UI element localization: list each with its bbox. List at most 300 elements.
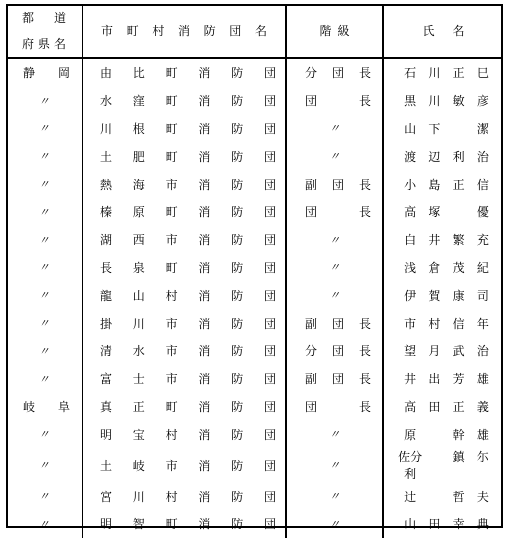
person-name-cell: [383, 309, 503, 337]
person-name-char: 黒: [404, 94, 417, 109]
person-name-cell: [383, 87, 503, 115]
table-row: [6, 142, 503, 170]
person-name-char: 治: [476, 344, 489, 359]
fire-corps-char: 防: [231, 489, 244, 504]
person-name-char: 島: [428, 177, 441, 192]
fire-corps-char: 団: [263, 121, 276, 136]
person-name-char: 康: [452, 288, 465, 303]
fire-corps-char: 消: [198, 288, 211, 303]
person-name-char: 夫: [476, 489, 489, 504]
ditto-mark: 〃: [38, 372, 50, 386]
person-name-cell: [383, 393, 503, 421]
fire-corps-char: 清: [100, 344, 113, 359]
person-name-cell: [383, 281, 503, 309]
header-char: 氏: [422, 24, 435, 38]
fire-corps-char: 龍: [100, 288, 113, 303]
rank-char: 分: [305, 344, 318, 359]
header-char: 名: [53, 37, 66, 51]
rank-cell: [286, 448, 383, 482]
fire-corps-name-cell: [83, 337, 287, 365]
person-name-char: 田: [428, 399, 441, 414]
ditto-mark: 〃: [38, 459, 50, 473]
fire-corps-name-cell: [83, 87, 287, 115]
person-name-char: 潔: [476, 121, 489, 136]
fire-corps-name-cell: [83, 365, 287, 393]
rank-cell: [286, 393, 383, 421]
fire-corps-char: 消: [198, 427, 211, 442]
fire-corps-char: 智: [132, 517, 145, 532]
fire-corps-char: 海: [132, 177, 145, 192]
rank-cell: [286, 226, 383, 254]
person-name-char: 辺: [428, 149, 441, 164]
fire-corps-char: 消: [198, 316, 211, 331]
person-name-char: 出: [428, 372, 441, 387]
fire-corps-name-cell: [83, 115, 287, 143]
ditto-mark: 〃: [38, 317, 50, 331]
person-name-char: 典: [476, 517, 489, 532]
table-row: [6, 115, 503, 143]
prefecture-cell: [6, 337, 83, 365]
person-name-char: 信: [476, 177, 489, 192]
fire-corps-char: 窪: [132, 94, 145, 109]
fire-corps-name-cell: [83, 281, 287, 309]
rank-cell: [286, 337, 383, 365]
ditto-mark: 〃: [329, 428, 340, 442]
person-name-char: 繁: [452, 233, 465, 248]
ditto-mark: 〃: [329, 490, 340, 504]
person-name-cell: [383, 58, 503, 87]
person-name-char: 伊: [404, 288, 417, 303]
fire-corps-char: 団: [263, 94, 276, 109]
person-name-char: 正: [452, 399, 465, 414]
rank-cell: [286, 58, 383, 87]
ditto-mark: 〃: [38, 517, 50, 531]
prefecture-cell: [6, 115, 83, 143]
header-person-name: [383, 4, 503, 58]
fire-corps-char: 山: [132, 288, 145, 303]
prefecture-cell: [6, 309, 83, 337]
person-name-char: 小: [404, 177, 417, 192]
fire-corps-char: 榛: [100, 205, 113, 220]
rank-cell: [286, 482, 383, 510]
rank-char: 長: [358, 177, 371, 192]
fire-corps-char: 団: [263, 399, 276, 414]
person-name-char: 正: [452, 177, 465, 192]
table-row: [6, 281, 503, 309]
fire-corps-char: 消: [198, 94, 211, 109]
person-name-char: 原: [404, 427, 417, 442]
ditto-mark: 〃: [38, 344, 50, 358]
person-name-char: 雄: [476, 427, 489, 442]
person-name-char: 巳: [476, 66, 489, 81]
person-name-char: 充: [476, 233, 489, 248]
table-row: [6, 448, 503, 482]
fire-corps-char: 市: [165, 233, 178, 248]
rank-char: 長: [358, 344, 371, 359]
fire-corps-char: 土: [100, 149, 113, 164]
fire-corps-char: 団: [263, 233, 276, 248]
header-char: 県: [37, 37, 50, 51]
person-name-char: 正: [452, 66, 465, 81]
rank-char: 団: [331, 344, 344, 359]
header-char: 府: [22, 37, 35, 51]
table-row: [6, 58, 503, 87]
ditto-mark: 〃: [38, 261, 50, 275]
person-name-char: 武: [452, 344, 465, 359]
ditto-mark: 〃: [329, 289, 340, 303]
fire-corps-char: 防: [231, 517, 244, 532]
person-name-char: 田: [428, 517, 441, 532]
fire-corps-char: 団: [263, 66, 276, 81]
ditto-mark: 〃: [329, 122, 340, 136]
fire-corps-char: 土: [100, 458, 113, 473]
rank-char: 団: [305, 205, 318, 220]
fire-corps-char: 防: [231, 344, 244, 359]
fire-corps-name-cell: [83, 254, 287, 282]
fire-corps-char: 団: [263, 260, 276, 275]
person-name-char: 川: [428, 94, 441, 109]
header-char: 名: [452, 24, 465, 38]
person-name-cell: [383, 510, 503, 538]
table-row: [6, 198, 503, 226]
fire-corps-char: 川: [132, 316, 145, 331]
prefecture-cell: [6, 420, 83, 448]
rank-cell: [286, 420, 383, 448]
rank-char: 団: [305, 399, 318, 414]
person-name-char: 鎮: [452, 450, 465, 465]
fire-corps-char: 団: [263, 316, 276, 331]
rank-cell: [286, 254, 383, 282]
prefecture-cell: [6, 254, 83, 282]
fire-corps-char: 防: [231, 372, 244, 387]
fire-corps-char: 団: [263, 427, 276, 442]
fire-corps-name-cell: [83, 420, 287, 448]
fire-corps-char: 町: [165, 205, 178, 220]
header-fire-corps-name: [83, 4, 287, 58]
fire-corps-char: 村: [165, 427, 178, 442]
person-name-char: 井: [404, 372, 417, 387]
fire-corps-char: 正: [132, 399, 145, 414]
fire-corps-char: 村: [165, 288, 178, 303]
ditto-mark: 〃: [329, 150, 340, 164]
fire-corps-char: 由: [100, 66, 113, 81]
fire-corps-char: 団: [263, 517, 276, 532]
fire-corps-char: 防: [231, 427, 244, 442]
person-name-char: 浅: [404, 260, 417, 275]
fire-corps-char: 市: [165, 458, 178, 473]
header-char: 道: [53, 11, 66, 25]
person-name-char: 市: [404, 316, 417, 331]
fire-corps-char: 防: [231, 399, 244, 414]
rank-char: 長: [358, 205, 371, 220]
person-name-char: 利: [452, 149, 465, 164]
fire-corps-char: 町: [165, 399, 178, 414]
fire-corps-char: 団: [263, 149, 276, 164]
fire-corps-char: 消: [198, 149, 211, 164]
person-name-char: 芳: [452, 372, 465, 387]
fire-corps-char: 湖: [100, 233, 113, 248]
person-name-char: 茂: [452, 260, 465, 275]
person-name-cell: [383, 115, 503, 143]
person-name-char: 義: [476, 399, 489, 414]
fire-corps-char: 肥: [132, 149, 145, 164]
rank-cell: [286, 198, 383, 226]
rank-char: 団: [331, 66, 344, 81]
person-name-char: 白: [404, 233, 417, 248]
fire-corps-char: 防: [231, 149, 244, 164]
fire-corps-char: 団: [263, 489, 276, 504]
header-char: 級: [337, 24, 350, 38]
fire-corps-char: 団: [263, 288, 276, 303]
rank-char: 団: [331, 372, 344, 387]
rank-char: 副: [305, 372, 318, 387]
fire-corps-char: 泉: [132, 260, 145, 275]
person-name-char: 信: [452, 316, 465, 331]
person-name-char: 山: [404, 517, 417, 532]
person-name-char: 高: [404, 205, 417, 220]
fire-corps-name-cell: [83, 309, 287, 337]
fire-corps-char: 防: [231, 458, 244, 473]
prefecture-cell: [6, 281, 83, 309]
fire-corps-char: 市: [165, 372, 178, 387]
table-row: [6, 309, 503, 337]
fire-corps-char: 町: [165, 94, 178, 109]
person-name-char: 山: [404, 121, 417, 136]
fire-corps-char: 消: [198, 205, 211, 220]
fire-corps-char: 消: [198, 517, 211, 532]
fire-corps-char: 原: [132, 205, 145, 220]
fire-corps-char: 町: [165, 260, 178, 275]
rank-cell: [286, 281, 383, 309]
prefecture-cell: [6, 198, 83, 226]
rank-char: 長: [358, 372, 371, 387]
fire-corps-char: 防: [231, 288, 244, 303]
person-name-cell: [383, 198, 503, 226]
fire-corps-char: 消: [198, 121, 211, 136]
prefecture-char: 岐: [23, 399, 36, 414]
table-row: [6, 170, 503, 198]
fire-corps-char: 岐: [132, 458, 145, 473]
fire-corps-char: 士: [132, 372, 145, 387]
person-name-char: [447, 203, 471, 220]
person-name-char: 司: [476, 288, 489, 303]
prefecture-cell: [6, 482, 83, 510]
person-name-char: 辻: [404, 489, 417, 504]
fire-corps-char: 団: [263, 205, 276, 220]
person-name-char: 渡: [404, 149, 417, 164]
person-name-char: [422, 488, 446, 505]
rank-cell: [286, 510, 383, 538]
fire-corps-char: 団: [263, 458, 276, 473]
fire-corps-name-cell: [83, 198, 287, 226]
fire-corps-char: 市: [165, 177, 178, 192]
person-name-char: 哲: [452, 489, 465, 504]
fire-corps-char: 長: [100, 260, 113, 275]
rank-cell: [286, 142, 383, 170]
ditto-mark: 〃: [38, 490, 50, 504]
fire-corps-char: 市: [165, 316, 178, 331]
person-name-char: 村: [428, 316, 441, 331]
fire-corps-char: 消: [198, 489, 211, 504]
prefecture-char: 阜: [57, 399, 70, 414]
person-name-char: [422, 426, 446, 443]
fire-corps-char: 防: [231, 66, 244, 81]
person-name-cell: [383, 337, 503, 365]
fire-corps-char: 熱: [100, 177, 113, 192]
table-row: [6, 226, 503, 254]
person-name-char: 佐分利: [398, 450, 423, 482]
fire-corps-table: [6, 4, 503, 538]
person-name-cell: [383, 420, 503, 448]
ditto-mark: 〃: [38, 205, 50, 219]
prefecture-cell: [6, 365, 83, 393]
fire-corps-char: 明: [100, 427, 113, 442]
fire-corps-char: 町: [165, 66, 178, 81]
person-name-char: 倉: [428, 260, 441, 275]
person-name-char: 塚: [428, 205, 441, 220]
fire-corps-char: 防: [231, 316, 244, 331]
table-row: [6, 482, 503, 510]
fire-corps-name-cell: [83, 448, 287, 482]
header-char: 階: [319, 24, 332, 38]
rank-char: 長: [358, 399, 371, 414]
ditto-mark: 〃: [38, 233, 50, 247]
person-name-cell: [383, 482, 503, 510]
person-name-char: 幹: [452, 427, 465, 442]
person-name-char: 優: [476, 205, 489, 220]
person-name-char: 彦: [476, 94, 489, 109]
ditto-mark: 〃: [329, 459, 340, 473]
person-name-char: 川: [428, 66, 441, 81]
rank-char: 副: [305, 177, 318, 192]
fire-corps-char: 宝: [132, 427, 145, 442]
fire-corps-char: 団: [263, 177, 276, 192]
person-name-char: 賀: [428, 288, 441, 303]
rank-cell: [286, 365, 383, 393]
person-name-cell: [383, 254, 503, 282]
ditto-mark: 〃: [329, 517, 340, 531]
fire-corps-char: 宮: [100, 489, 113, 504]
fire-corps-name-cell: [83, 226, 287, 254]
prefecture-cell: [6, 226, 83, 254]
table-row: [6, 87, 503, 115]
person-name-char: 年: [476, 316, 489, 331]
person-name-char: 敏: [452, 94, 465, 109]
fire-corps-char: 団: [263, 344, 276, 359]
rank-cell: [286, 115, 383, 143]
header-prefecture: [6, 4, 83, 58]
person-name-char: [447, 120, 471, 137]
person-name-char: 幸: [452, 517, 465, 532]
prefecture-char: 岡: [57, 66, 70, 81]
person-name-char: 尓: [476, 450, 489, 465]
fire-corps-char: 消: [198, 344, 211, 359]
person-name-cell: [383, 170, 503, 198]
rank-char: 副: [305, 316, 318, 331]
fire-corps-char: 消: [198, 372, 211, 387]
fire-corps-char: 水: [100, 94, 113, 109]
rank-char: 団: [331, 177, 344, 192]
fire-corps-name-cell: [83, 510, 287, 538]
person-name-cell: [383, 365, 503, 393]
fire-corps-char: 防: [231, 121, 244, 136]
table-row: [6, 337, 503, 365]
ditto-mark: 〃: [38, 94, 50, 108]
person-name-cell: [383, 142, 503, 170]
fire-corps-name-cell: [83, 58, 287, 87]
person-name-char: 望: [404, 344, 417, 359]
ditto-mark: 〃: [38, 150, 50, 164]
fire-corps-char: 川: [100, 121, 113, 136]
person-name-cell: [383, 226, 503, 254]
prefecture-cell: [6, 58, 83, 87]
prefecture-cell: [6, 448, 83, 482]
person-name-char: 紀: [476, 260, 489, 275]
rank-cell: [286, 309, 383, 337]
person-name-char: 月: [428, 344, 441, 359]
fire-corps-char: 川: [132, 489, 145, 504]
header-char: 町: [126, 24, 139, 38]
prefecture-cell: [6, 510, 83, 538]
header-char: 名: [254, 24, 267, 38]
fire-corps-char: 消: [198, 66, 211, 81]
fire-corps-char: 消: [198, 177, 211, 192]
fire-corps-char: 町: [165, 121, 178, 136]
fire-corps-char: 真: [100, 399, 113, 414]
prefecture-char: 静: [23, 66, 36, 81]
header-char: 団: [229, 24, 242, 38]
fire-corps-char: 防: [231, 177, 244, 192]
person-name-char: 石: [404, 66, 417, 81]
fire-corps-char: 防: [231, 94, 244, 109]
fire-corps-char: 消: [198, 458, 211, 473]
header-char: 市: [101, 24, 114, 38]
fire-corps-char: 西: [132, 233, 145, 248]
rank-char: 長: [358, 94, 371, 109]
fire-corps-name-cell: [83, 482, 287, 510]
rank-cell: [286, 170, 383, 198]
fire-corps-char: 防: [231, 205, 244, 220]
fire-corps-char: 町: [165, 149, 178, 164]
fire-corps-char: 富: [100, 372, 113, 387]
fire-corps-name-cell: [83, 393, 287, 421]
person-name-char: 下: [428, 121, 441, 136]
rank-char: 分: [305, 66, 318, 81]
fire-corps-char: 掛: [100, 316, 113, 331]
header-char: 村: [152, 24, 165, 38]
person-name-cell: [383, 448, 503, 482]
table-row: [6, 365, 503, 393]
fire-corps-char: 団: [263, 372, 276, 387]
ditto-mark: 〃: [329, 233, 340, 247]
person-name-char: 雄: [476, 372, 489, 387]
table-row: [6, 254, 503, 282]
fire-corps-char: 消: [198, 260, 211, 275]
fire-corps-char: 町: [165, 517, 178, 532]
header-char: 消: [177, 24, 190, 38]
fire-corps-char: 比: [132, 66, 145, 81]
table-row: [6, 420, 503, 448]
prefecture-cell: [6, 142, 83, 170]
fire-corps-char: 村: [165, 489, 178, 504]
rank-char: 長: [358, 66, 371, 81]
ditto-mark: 〃: [38, 428, 50, 442]
header-row: [6, 4, 503, 58]
fire-corps-name-cell: [83, 142, 287, 170]
prefecture-cell: [6, 87, 83, 115]
header-rank: [286, 4, 383, 58]
fire-corps-char: 水: [132, 344, 145, 359]
